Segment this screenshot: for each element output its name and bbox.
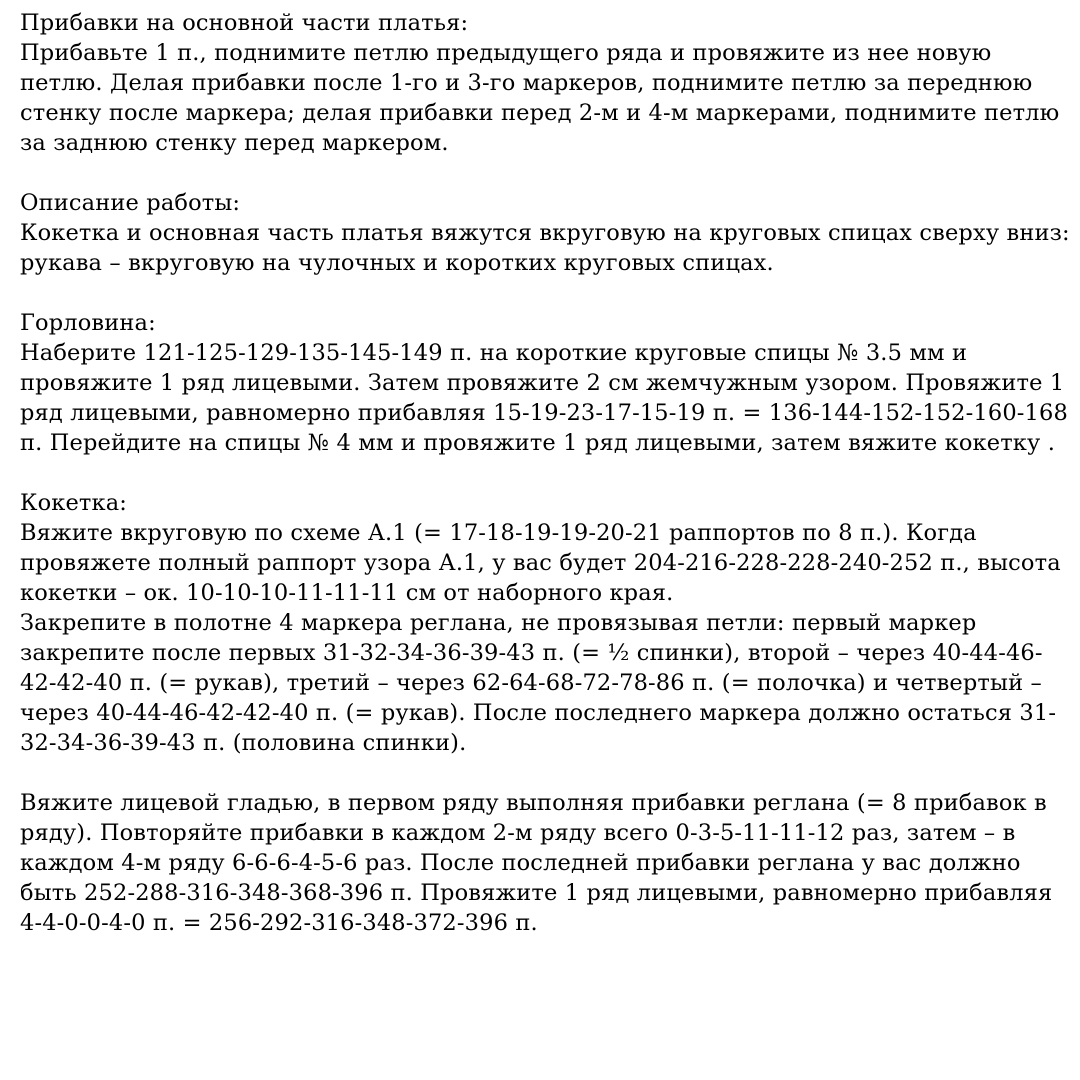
section-increases <box>20 8 1072 158</box>
section-paragraph: Вяжите вкруговую по схеме А.1 (= 17-18-19-19-20-21 раппортов по 8 п.). Когда провяжете полный раппорт узора А.1, у вас будет 204-216-228-228-240-252 п., высота кокетки – ок. 10-10-10-11-11-11 см от наборного края. <box>20 520 1061 606</box>
section-paragraph: Прибавьте 1 п., поднимите петлю предыдущего ряда и провяжите из нее новую петлю. Делая прибавки после 1-го и 3-го маркеров, поднимите петлю за переднюю стенку после маркера; делая прибавки перед 2-м и 4-м маркерами, поднимите петлю за заднюю стенку перед маркером. <box>20 40 1060 156</box>
section-yoke <box>20 488 1072 758</box>
section-stockinette <box>20 788 1072 938</box>
section-heading: Прибавки на основной части платья: <box>20 10 469 36</box>
document-page <box>20 8 1072 938</box>
section-paragraph: Наберите 121-125-129-135-145-149 п. на короткие круговые спицы № 3.5 мм и провяжите 1 ряд лицевыми. Затем провяжите 2 см жемчужным узором. Провяжите 1 ряд лицевыми, равномерно прибавляя 15-19-23-17-15-19 п. = 136-144-152-152-160-168 п. Перейдите на спицы № 4 мм и провяжите 1 ряд лицевыми, затем вяжите кокетку . <box>20 340 1068 456</box>
section-heading: Горловина: <box>20 310 156 336</box>
section-heading: Описание работы: <box>20 190 241 216</box>
section-paragraph: Вяжите лицевой гладью, в первом ряду выполняя прибавки реглана (= 8 прибавок в ряду). Повторяйте прибавки в каждом 2-м ряду всего 0-3-5-11-11-12 раз, затем – в каждом 4-м ряду 6-6-6-4-5-6 раз. После последней прибавки реглана у вас должно быть 252-288-316-348-368-396 п. Провяжите 1 ряд лицевыми, равномерно прибавляя 4-4-0-0-4-0 п. = 256-292-316-348-372-396 п. <box>20 790 1053 936</box>
section-paragraph: Кокетка и основная часть платья вяжутся вкруговую на круговых спицах сверху вниз: рукава – вкруговую на чулочных и коротких круговых спицах. <box>20 220 1070 276</box>
section-heading: Кокетка: <box>20 490 128 516</box>
section-work-description <box>20 188 1072 278</box>
section-paragraph: Закрепите в полотне 4 маркера реглана, не провязывая петли: первый маркер закрепите после первых 31-32-34-36-39-43 п. (= ½ спинки), второй – через 40-44-46-42-42-40 п. (= рукав), третий – через 62-64-68-72-78-86 п. (= полочка) и четвертый – через 40-44-46-42-42-40 п. (= рукав). После последнего маркера должно остаться 31-32-34-36-39-43 п. (половина спинки). <box>20 610 1057 756</box>
section-neckline <box>20 308 1072 458</box>
